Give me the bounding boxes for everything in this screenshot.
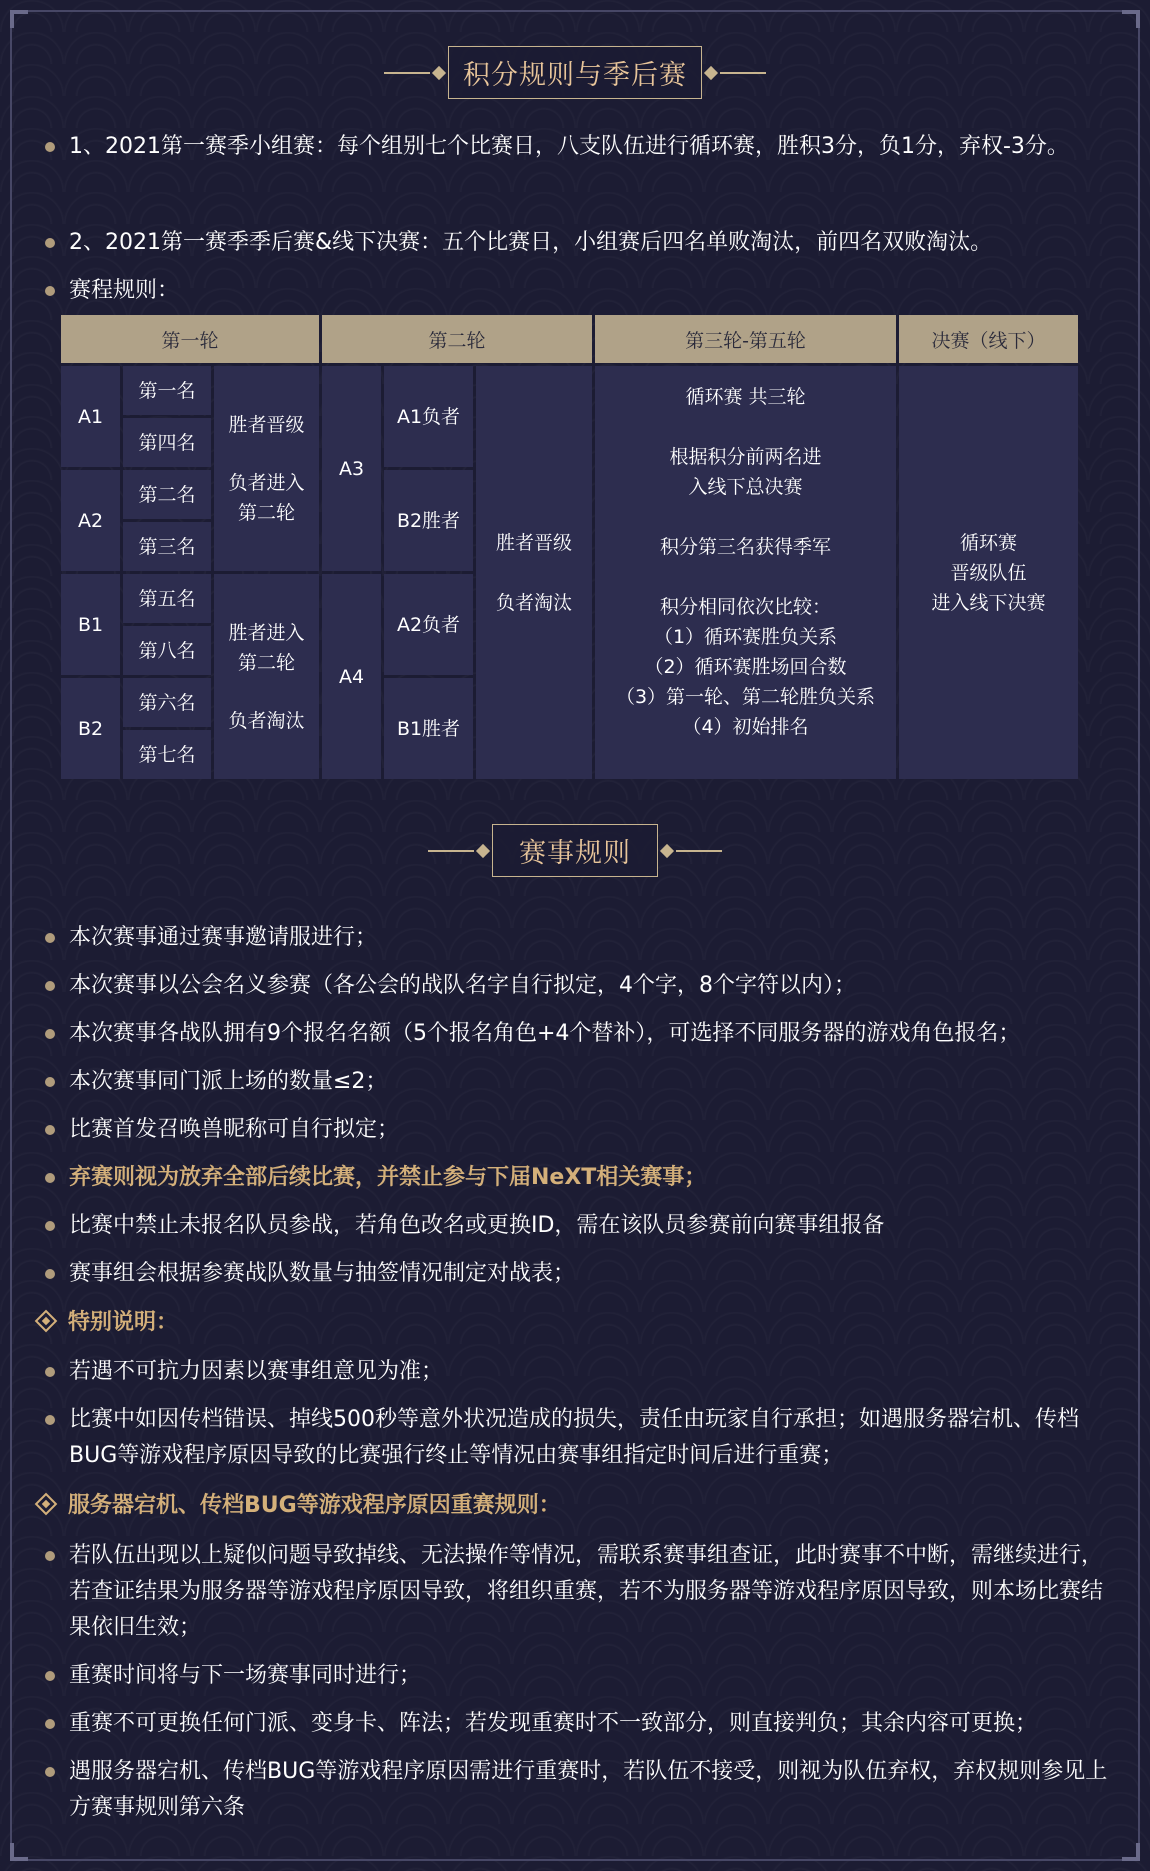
- bullet-icon: [45, 1221, 55, 1231]
- list-item: 2、2021第一赛季季后赛&线下决赛：五个比赛日，小组赛后四名单败淘汰，前四名双败淘汰。: [45, 225, 1120, 261]
- heading-line: [720, 72, 766, 74]
- frame-corner: [10, 1843, 28, 1861]
- group-cell: A2: [61, 470, 120, 571]
- section-title: 赛事规则: [492, 824, 658, 877]
- round1-result-top: 胜者晋级 负者进入 第二轮: [214, 366, 319, 571]
- group-cell: A1: [61, 366, 120, 467]
- frame-corner: [10, 10, 28, 28]
- list-item: 比赛中禁止未报名队员参战，若角色改名或更换ID，需在该队员参赛前向赛事组报备: [45, 1208, 1120, 1244]
- heading-line: [384, 72, 430, 74]
- bullet-icon: [45, 933, 55, 943]
- list-item: 比赛中如因传档错误、掉线500秒等意外状况造成的损失，责任由玩家自行承担；如遇服务器宕机、传档BUG等游戏程序原因导致的比赛强行终止等情况由赛事组指定时间后进行重赛；: [45, 1402, 1120, 1474]
- section-title: 积分规则与季后赛: [448, 46, 702, 99]
- round1-result-bottom: 胜者进入 第二轮 负者淘汰: [214, 574, 319, 779]
- frame-corner: [1122, 1843, 1140, 1861]
- round2-entry-cell: A1负者: [384, 366, 473, 467]
- rank-cell: 第八名: [123, 626, 211, 675]
- bullet-icon: [45, 286, 55, 296]
- bullet-icon: [45, 1077, 55, 1087]
- table-header: 第三轮-第五轮: [595, 315, 896, 363]
- diamond-icon: [35, 1309, 58, 1332]
- group-cell: B1: [61, 574, 120, 675]
- heading-line: [676, 850, 722, 852]
- round2-result: 胜者晋级 负者淘汰: [476, 366, 592, 779]
- list-item: 赛程规则：: [45, 273, 1120, 309]
- bullet-icon: [45, 1125, 55, 1135]
- rank-cell: 第一名: [123, 366, 211, 415]
- round3-5-rules: 循环赛 共三轮 根据积分前两名进 入线下总决赛 积分第三名获得季军 积分相同依次比较： （1）循环赛胜负关系 （2）循环赛胜场回合数 （3）第一轮、第二轮胜负关系 （4）初始排名: [595, 366, 896, 779]
- round2-entry-cell: B2胜者: [384, 470, 473, 571]
- round2-entry-cell: B1胜者: [384, 678, 473, 779]
- bullet-icon: [45, 1367, 55, 1377]
- list-item-highlight: 弃赛则视为放弃全部后续比赛，并禁止参与下届NeXT相关赛事；: [45, 1160, 1120, 1196]
- diamond-icon: [476, 843, 490, 857]
- special-note-title: 特别说明：: [38, 1305, 178, 1336]
- diamond-icon: [660, 843, 674, 857]
- bullet-icon: [45, 981, 55, 991]
- diamond-icon: [35, 1492, 58, 1515]
- bullet-icon: [45, 238, 55, 248]
- bullet-icon: [45, 1029, 55, 1039]
- frame-corner: [1122, 10, 1140, 28]
- bullet-icon: [45, 1767, 55, 1777]
- table-header: 第一轮: [61, 315, 319, 363]
- rank-cell: 第四名: [123, 418, 211, 467]
- rank-cell: 第五名: [123, 574, 211, 623]
- list-item: 重赛不可更换任何门派、变身卡、阵法；若发现重赛时不一致部分，则直接判负；其余内容可更换；: [45, 1706, 1120, 1742]
- list-item: 本次赛事各战队拥有9个报名名额（5个报名角色+4个替补），可选择不同服务器的游戏角色报名；: [45, 1016, 1120, 1052]
- diamond-icon: [432, 65, 446, 79]
- list-item: 本次赛事通过赛事邀请服进行；: [45, 920, 1120, 956]
- bullet-icon: [45, 1415, 55, 1425]
- final-rules: 循环赛 晋级队伍 进入线下决赛: [899, 366, 1078, 779]
- table-header: 第二轮: [322, 315, 592, 363]
- rank-cell: 第七名: [123, 730, 211, 779]
- list-item: 若遇不可抗力因素以赛事组意见为准；: [45, 1354, 1120, 1390]
- bullet-icon: [45, 1671, 55, 1681]
- bullet-icon: [45, 1173, 55, 1183]
- rank-cell: 第三名: [123, 522, 211, 571]
- list-item: 比赛首发召唤兽昵称可自行拟定；: [45, 1112, 1120, 1148]
- list-item: 本次赛事同门派上场的数量≤2；: [45, 1064, 1120, 1100]
- list-item: 本次赛事以公会名义参赛（各公会的战队名字自行拟定，4个字，8个字符以内）；: [45, 968, 1120, 1004]
- round2-group-cell: A3: [322, 366, 381, 571]
- bullet-icon: [45, 1719, 55, 1729]
- list-item: 重赛时间将与下一场赛事同时进行；: [45, 1658, 1120, 1694]
- bullet-icon: [45, 1551, 55, 1561]
- list-item: 遇服务器宕机、传档BUG等游戏程序原因需进行重赛时，若队伍不接受，则视为队伍弃权，弃权规则参见上方赛事规则第六条: [45, 1754, 1120, 1826]
- table-header: 决赛（线下）: [899, 315, 1078, 363]
- bullet-icon: [45, 1269, 55, 1279]
- group-cell: B2: [61, 678, 120, 779]
- list-item: 1、2021第一赛季小组赛：每个组别七个比赛日，八支队伍进行循环赛，胜积3分，负1分，弃权-3分。: [45, 129, 1120, 165]
- diamond-icon: [704, 65, 718, 79]
- heading-line: [428, 850, 474, 852]
- rank-cell: 第六名: [123, 678, 211, 727]
- round2-group-cell: A4: [322, 574, 381, 779]
- list-item: 若队伍出现以上疑似问题导致掉线、无法操作等情况，需联系赛事组查证，此时赛事不中断，需继续进行，若查证结果为服务器等游戏程序原因导致，将组织重赛，若不为服务器等游戏程序原因导致，则本场比赛结果依旧生效；: [45, 1538, 1120, 1646]
- server-rule-title: 服务器宕机、传档BUG等游戏程序原因重赛规则：: [38, 1488, 561, 1519]
- section-heading-scoring: [0, 46, 1150, 99]
- round2-entry-cell: A2负者: [384, 574, 473, 675]
- bullet-icon: [45, 142, 55, 152]
- rank-cell: 第二名: [123, 470, 211, 519]
- section-heading-rules: [0, 824, 1150, 877]
- list-item: 赛事组会根据参赛战队数量与抽签情况制定对战表；: [45, 1256, 1120, 1292]
